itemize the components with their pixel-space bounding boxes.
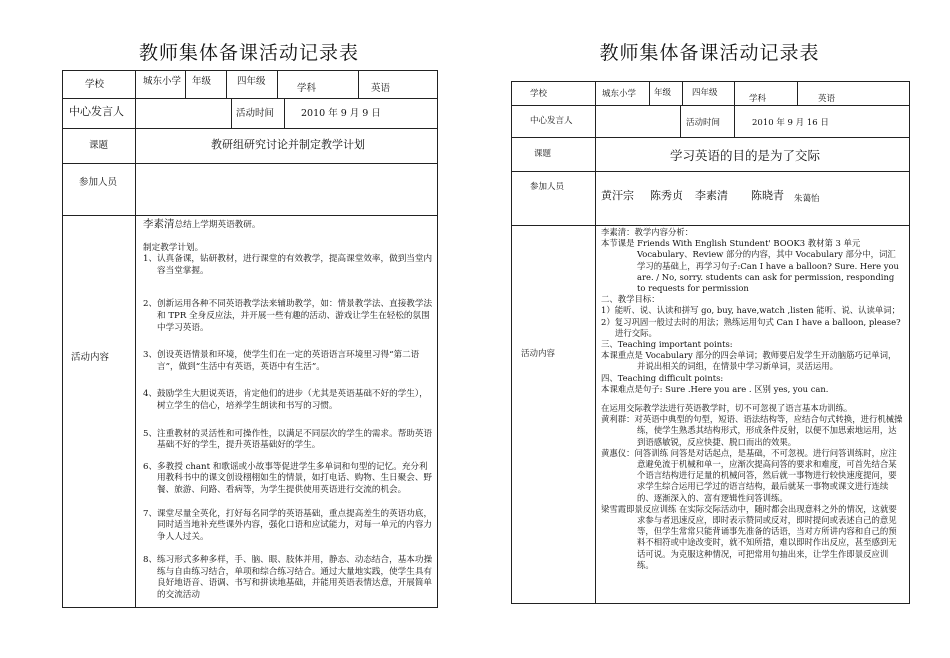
right-row-divider	[512, 171, 909, 172]
left-document-title: 教师集体备课活动记录表	[138, 42, 359, 64]
content-line: 李素清：教学内容分析：	[601, 227, 694, 237]
left-row-divider	[63, 128, 437, 129]
content-line: 三、Teaching important points:	[601, 339, 733, 350]
right-column-divider	[734, 82, 735, 105]
plan-item-1: 1、认真备课，钻研教材，进行课堂的有效教学，提高课堂效率，做到当堂内容当堂掌握。	[143, 254, 433, 276]
left-record-table	[62, 70, 438, 608]
subject-label: 学科	[749, 94, 767, 104]
time-label: 活动时间	[686, 118, 721, 128]
grade-value: 四年级	[692, 88, 718, 98]
content-line: 2）复习巩固一般过去时的用法；熟练运用句式 Can I have a balloon, please? 进行交际。	[601, 316, 901, 338]
plan-item-7: 7、课堂尽量全英化，打好每名同学的英语基础，重点提高差生的英语功底，同时适当地补充些课外内容，强化口语和应试能力，对每一单元的内容力争人人过关。	[143, 508, 433, 542]
content-line: 二、教学目标：	[601, 294, 660, 305]
right-column-divider	[797, 82, 798, 105]
participants-label: 参加人员	[79, 177, 118, 188]
time-value: 2010 年 9 月 16 日	[752, 118, 829, 128]
participant-name: 李素清	[695, 189, 728, 202]
right-document-title: 教师集体备课活动记录表	[599, 42, 820, 64]
content-line: 本课难点是句子: Sure .Here you are . 区别 yes, you can.	[601, 383, 829, 394]
participant-name: 黄汗宗	[601, 189, 634, 202]
left-column-divider	[284, 98, 285, 128]
grade-label: 年级	[192, 76, 212, 87]
plan-item-3: 3、创设英语情景和环境，使学生们在一定的英语语言环境里习得“第二语言”，做到“生活中有英语，英语中有生活”。	[143, 350, 420, 372]
grade-label: 年级	[654, 88, 672, 98]
intro-text: 总结上学期英语教研。	[174, 220, 261, 230]
right-column-divider	[595, 82, 596, 603]
content-line: 在运用交际教学法进行英语教学时，切不可忽视了语言基本功训练。	[601, 403, 853, 414]
topic-label: 课题	[534, 149, 552, 159]
content-line: 本课重点是 Vocabulary 部分的四会单词；教师要启发学生开动脑筋巧记单词，并说出相关的词组，在情景中学习新单词，灵活运用。	[601, 350, 897, 372]
subject-label: 学科	[297, 83, 317, 94]
grade-value: 四年级	[237, 76, 266, 87]
school-label: 学校	[530, 89, 548, 99]
left-row-divider	[63, 163, 437, 164]
content-line: 黄惠仪：问答训练 问答是对话起点，是基础，不可忽视。进行问答训练时，应注意避免流于机械和单一，应渐次提高问答的要求和难度，可首先结合某个语言结构进行足量的机械问答，然后就一事物进行较快速度提问，要求学生综合运用已学过的语言结构，最后就某一事物或课文进行连续的、逐渐深入的、富有逻辑性问答训练。	[601, 447, 897, 503]
content-label: 活动内容	[71, 352, 110, 363]
participant-name: 陈晓青	[751, 189, 784, 202]
content-line: 梁雪霞即景反应训练 在实际交际活动中，随时都会出现意料之外的情况，这就要求参与者迅速反应，即时表示赞同或反对，即时提问或表述自己的意见等，但学生常常只能背诵事先准备的话语，当对方所讲内容和自己的预料不相符或中途改变时，就不知所措，难以即时作出反应，甚至感到无话可说。为克服这种情况，可把常用句抽出来，让学生作即景反应训练。	[601, 503, 897, 570]
content-label: 活动内容	[521, 349, 556, 359]
participants-label: 参加人员	[530, 182, 565, 192]
school-value: 城东小学	[602, 89, 637, 99]
right-column-divider	[682, 82, 683, 105]
left-row-divider	[63, 98, 437, 99]
intro-speaker: 李素清	[143, 218, 175, 230]
plan-item-8: 8、练习形式多种多样，手、脑、眼、肢体并用，静态、动态结合，基本功操练与自由练习结合，单项和综合练习结合。通过大量地实践，使学生具有良好地语音、语调、书写和拼读地基础，并能用英语表情达意，开展简单的交流活动	[143, 555, 433, 601]
content-line: 本节课是 Friends With English Stundent' BOOK3 教材第 3 单元 Vocabulary、Review 部分的内容，其中 Vocabulary 部分中，词汇学习的基础上，再学习句子:Can I have a balloon? Sure. Here you are. / No, sorry. students can ask for permission, responding to requests for permission	[601, 238, 899, 294]
speaker-label: 中心发言人	[530, 116, 573, 126]
left-column-divider	[185, 71, 186, 98]
plan-item-6: 6、多教授 chant 和歌谣或小故事等促进学生多单词和句型的记忆。充分利用教科书中的课文创设栩栩如生的情景，如打电话、购物、生日聚会、野餐、旅游、问路、看病等，为学生提供使用英语进行交流的机会。	[143, 461, 433, 495]
left-column-divider	[358, 71, 359, 98]
content-line: 黄利群：对英语中典型的句型，短语、语法结构等，应结合句式转换，进行机械操练，使学生熟悉其结构形式，形成条件反射，以便不加思索地运用，达到语感敏锐，反应快捷、脱口而出的效果。	[601, 414, 903, 447]
school-label: 学校	[85, 79, 105, 90]
left-column-divider	[226, 71, 227, 98]
right-record-table	[511, 81, 910, 604]
right-row-divider	[512, 105, 909, 106]
subject-value: 英语	[371, 83, 391, 94]
speaker-label: 中心发言人	[69, 105, 124, 118]
topic-value: 学习英语的目的是为了交际	[670, 148, 821, 163]
left-row-divider	[63, 215, 437, 216]
right-column-divider	[680, 105, 681, 137]
plan-heading: 制定教学计划。	[143, 242, 204, 253]
right-row-divider	[512, 137, 909, 138]
right-column-divider	[734, 105, 735, 137]
plan-item-2: 2、创新运用各种不同英语教学法来辅助教学，如：情景教学法、直接教学法和 TPR 全身反应法，并开展一些有趣的活动、游戏让学生在轻松的氛围中学习英语。	[143, 299, 433, 333]
time-label: 活动时间	[236, 108, 275, 119]
activity-content	[601, 227, 903, 571]
plan-item-4: 4、鼓励学生大胆说英语，肯定他们的进步（尤其是英语基础不好的学生），树立学生的信心，培养学生朗读和书写的习惯。	[143, 389, 428, 411]
time-value: 2010 年 9 月 9 日	[301, 108, 381, 119]
topic-label: 课题	[89, 140, 109, 151]
topic-value: 教研组研究讨论并制定教学计划	[211, 138, 365, 151]
left-column-divider	[231, 98, 232, 128]
participant-name: 朱蔼怡	[794, 194, 820, 204]
left-column-divider	[277, 71, 278, 98]
school-value: 城东小学	[143, 76, 182, 87]
participant-name: 陈秀贞	[650, 189, 683, 202]
activity-content	[143, 219, 433, 602]
subject-value: 英语	[818, 94, 836, 104]
right-column-divider	[649, 82, 650, 105]
right-row-divider	[512, 225, 909, 226]
plan-item-5: 5、注重教材的灵活性和可操作性，以满足不同层次的学生的需求。帮助英语基础不好的学生，提升英语基础好的学生。	[143, 428, 433, 451]
content-line: 四、Teaching difficult points:	[601, 372, 724, 383]
left-column-divider	[135, 71, 136, 607]
content-line: 1）能听、说、认读和拼写 go, buy, have,watch ,listen 能听、说、认读单词；	[601, 305, 900, 316]
